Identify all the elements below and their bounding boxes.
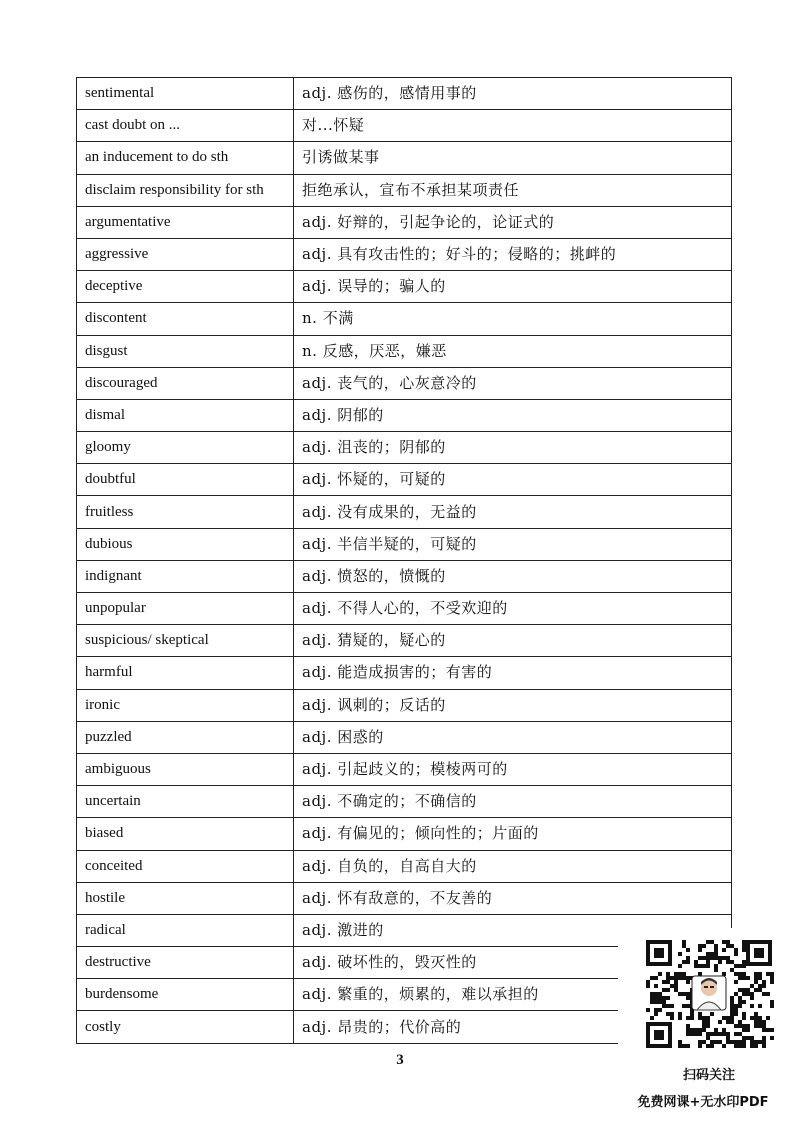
term-cell: conceited: [77, 850, 294, 882]
meaning-cell: adj. 有偏见的；倾向性的；片面的: [294, 818, 732, 850]
table-row: [77, 432, 732, 464]
table-row: [77, 786, 732, 818]
meaning-cell: adj. 不得人心的，不受欢迎的: [294, 593, 732, 625]
vocabulary-table: [76, 77, 732, 1044]
term-cell: discouraged: [77, 367, 294, 399]
table-row: [77, 593, 732, 625]
qr-caption-offer: 免费网课+无水印PDF: [637, 1095, 769, 1110]
table-row: [77, 625, 732, 657]
meaning-cell: adj. 阴郁的: [294, 399, 732, 431]
term-cell: uncertain: [77, 786, 294, 818]
table-row: [77, 528, 732, 560]
table-row: [77, 882, 732, 914]
table-row: [77, 850, 732, 882]
term-cell: disgust: [77, 335, 294, 367]
term-cell: dismal: [77, 399, 294, 431]
term-cell: suspicious/ skeptical: [77, 625, 294, 657]
term-cell: burdensome: [77, 979, 294, 1011]
meaning-cell: adj. 困惑的: [294, 721, 732, 753]
table-row: [77, 335, 732, 367]
meaning-cell: 引诱做某事: [294, 142, 732, 174]
meaning-cell: adj. 激进的: [294, 914, 732, 946]
meaning-cell: adj. 昂贵的；代价高的: [294, 1011, 732, 1043]
meaning-cell: adj. 丧气的，心灰意冷的: [294, 367, 732, 399]
meaning-cell: adj. 没有成果的，无益的: [294, 496, 732, 528]
table-row: [77, 238, 732, 270]
term-cell: harmful: [77, 657, 294, 689]
table-row: [77, 110, 732, 142]
term-cell: indignant: [77, 560, 294, 592]
meaning-cell: adj. 好辩的，引起争论的，论证式的: [294, 206, 732, 238]
meaning-cell: adj. 怀疑的，可疑的: [294, 464, 732, 496]
table-row: [77, 753, 732, 785]
term-cell: doubtful: [77, 464, 294, 496]
term-cell: deceptive: [77, 271, 294, 303]
page-number: 3: [396, 1052, 404, 1068]
table-row: [77, 206, 732, 238]
term-cell: ironic: [77, 689, 294, 721]
meaning-cell: adj. 破坏性的，毁灭性的: [294, 947, 732, 979]
table-row: [77, 367, 732, 399]
term-cell: argumentative: [77, 206, 294, 238]
meaning-cell: adj. 自负的，自高自大的: [294, 850, 732, 882]
term-cell: cast doubt on ...: [77, 110, 294, 142]
term-cell: destructive: [77, 947, 294, 979]
table-row: [77, 142, 732, 174]
meaning-cell: 拒绝承认，宣布不承担某项责任: [294, 174, 732, 206]
meaning-cell: adj. 半信半疑的，可疑的: [294, 528, 732, 560]
meaning-cell: adj. 不确定的；不确信的: [294, 786, 732, 818]
term-cell: ambiguous: [77, 753, 294, 785]
term-cell: biased: [77, 818, 294, 850]
table-row: [77, 560, 732, 592]
table-row: [77, 303, 732, 335]
meaning-cell: adj. 繁重的，烦累的，难以承担的: [294, 979, 732, 1011]
table-row: [77, 174, 732, 206]
table-row: [77, 78, 732, 110]
vocabulary-table-body: [77, 78, 732, 1044]
table-row: [77, 399, 732, 431]
term-cell: dubious: [77, 528, 294, 560]
table-row: [77, 818, 732, 850]
term-cell: discontent: [77, 303, 294, 335]
term-cell: an inducement to do sth: [77, 142, 294, 174]
meaning-cell: adj. 具有攻击性的；好斗的；侵略的；挑衅的: [294, 238, 732, 270]
term-cell: aggressive: [77, 238, 294, 270]
table-row: [77, 496, 732, 528]
term-cell: disclaim responsibility for sth: [77, 174, 294, 206]
table-row: [77, 464, 732, 496]
meaning-cell: adj. 怀有敌意的，不友善的: [294, 882, 732, 914]
meaning-cell: adj. 讽刺的；反话的: [294, 689, 732, 721]
qr-promo-block: [618, 928, 800, 1132]
term-cell: costly: [77, 1011, 294, 1043]
term-cell: gloomy: [77, 432, 294, 464]
meaning-cell: adj. 能造成损害的；有害的: [294, 657, 732, 689]
meaning-cell: adj. 感伤的，感情用事的: [294, 78, 732, 110]
term-cell: radical: [77, 914, 294, 946]
meaning-cell: adj. 愤怒的，愤慨的: [294, 560, 732, 592]
qr-caption-follow: 扫码关注: [682, 1068, 735, 1083]
meaning-cell: n. 不满: [294, 303, 732, 335]
qr-code-icon[interactable]: [640, 936, 778, 1052]
meaning-cell: 对...怀疑: [294, 110, 732, 142]
meaning-cell: adj. 误导的；骗人的: [294, 271, 732, 303]
term-cell: sentimental: [77, 78, 294, 110]
table-row: [77, 271, 732, 303]
term-cell: puzzled: [77, 721, 294, 753]
meaning-cell: adj. 沮丧的；阴郁的: [294, 432, 732, 464]
table-row: [77, 657, 732, 689]
meaning-cell: adj. 引起歧义的；模棱两可的: [294, 753, 732, 785]
meaning-cell: adj. 猜疑的，疑心的: [294, 625, 732, 657]
term-cell: unpopular: [77, 593, 294, 625]
meaning-cell: n. 反感，厌恶，嫌恶: [294, 335, 732, 367]
term-cell: hostile: [77, 882, 294, 914]
table-row: [77, 689, 732, 721]
term-cell: fruitless: [77, 496, 294, 528]
table-row: [77, 721, 732, 753]
